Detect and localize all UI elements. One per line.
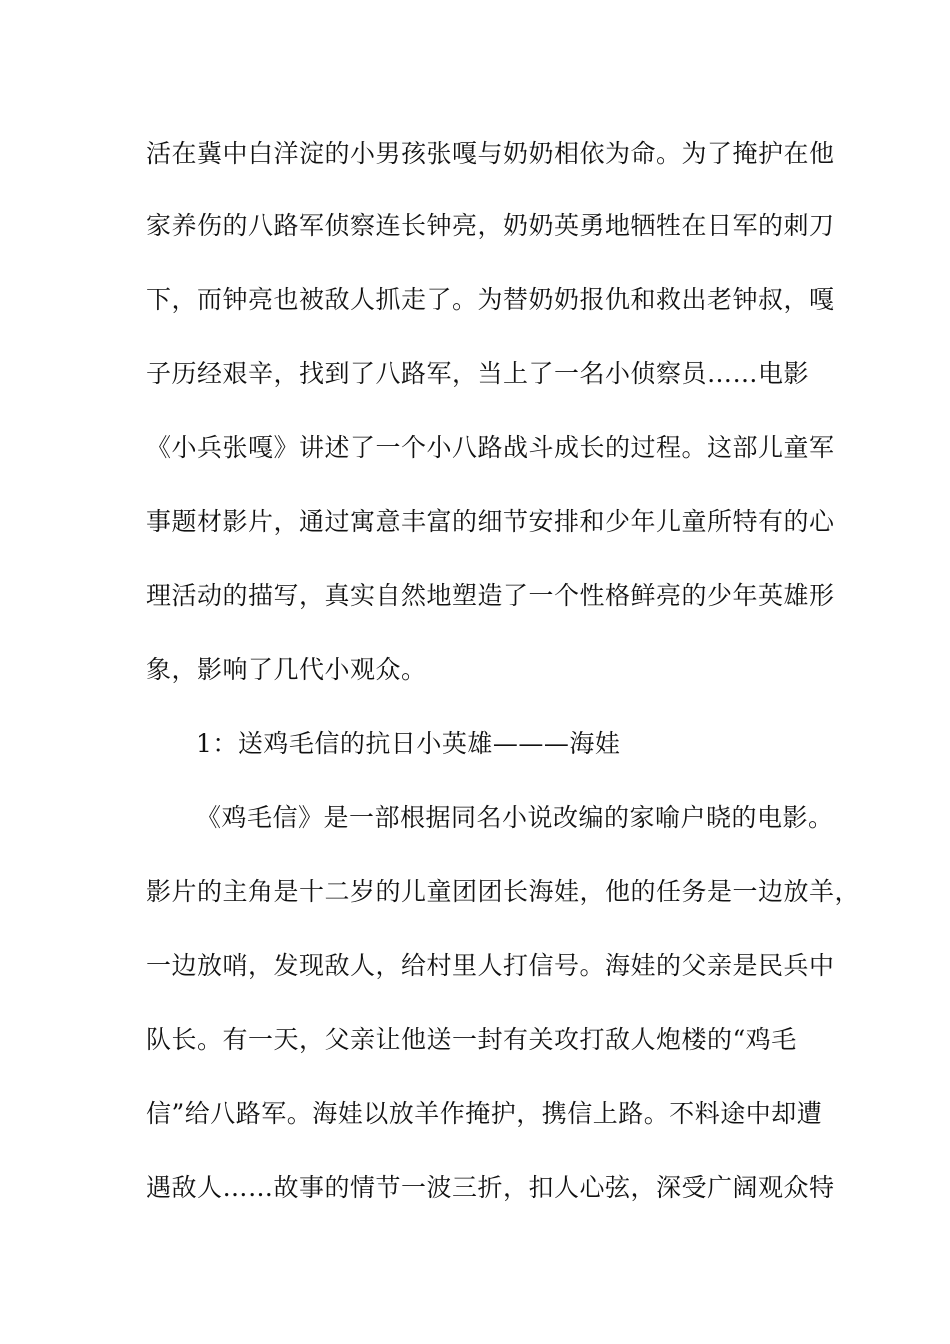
paragraph-line: 子历经艰辛，找到了八路军，当上了一名小侦察员……电影 <box>146 359 810 388</box>
section-heading: 1：送鸡毛信的抗日小英雄———海娃 <box>196 729 621 758</box>
paragraph-line: 家养伤的八路军侦察连长钟亮，奶奶英勇地牺牲在日军的刺刀 <box>146 211 835 240</box>
paragraph-line: 遇敌人……故事的情节一波三折，扣人心弦，深受广阔观众特 <box>146 1173 835 1202</box>
paragraph-line: 《小兵张嘎》讲述了一个小八路战斗成长的过程。这部儿童军 <box>146 433 835 462</box>
paragraph-line: 活在冀中白洋淀的小男孩张嘎与奶奶相依为命。为了掩护在他 <box>146 139 835 168</box>
paragraph-line: 信”给八路军。海娃以放羊作掩护，携信上路。不料途中却遭 <box>146 1099 823 1128</box>
paragraph-line: 《鸡毛信》是一部根据同名小说改编的家喻户晓的电影。 <box>196 803 834 832</box>
paragraph-line: 理活动的描写，真实自然地塑造了一个性格鲜亮的少年英雄形 <box>146 581 835 610</box>
paragraph-line: 事题材影片，通过寓意丰富的细节安排和少年儿童所特有的心 <box>146 507 835 536</box>
paragraph-line: 影片的主角是十二岁的儿童团团长海娃，他的任务是一边放羊， <box>146 877 861 906</box>
paragraph-line: 队长。有一天，父亲让他送一封有关攻打敌人炮楼的“鸡毛 <box>146 1025 797 1054</box>
paragraph-line: 象，影响了几代小观众。 <box>146 655 427 684</box>
paragraph-line: 下，而钟亮也被敌人抓走了。为替奶奶报仇和救出老钟叔，嘎 <box>146 285 835 314</box>
paragraph-line: 一边放哨，发现敌人，给村里人打信号。海娃的父亲是民兵中 <box>146 951 835 980</box>
